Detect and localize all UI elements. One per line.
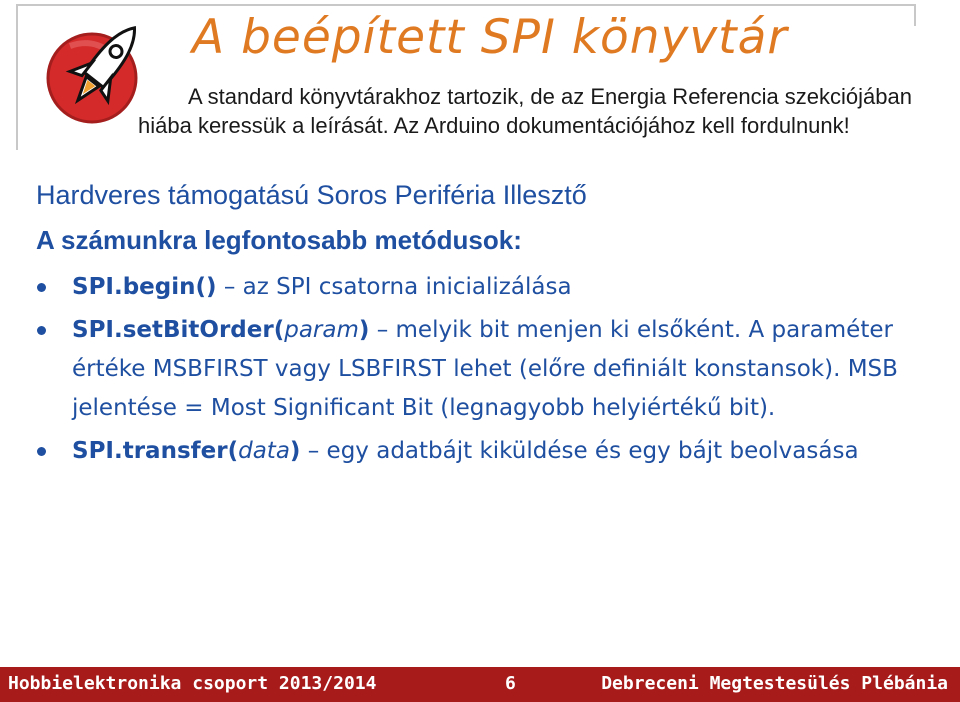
method-description: – egy adatbájt kiküldése és egy bájt beolvasása — [300, 438, 859, 464]
method-description: – az SPI csatorna inicializálása — [216, 274, 572, 300]
header-frame-top — [16, 4, 916, 6]
method-close: ) — [289, 438, 301, 464]
bullet-icon — [37, 326, 46, 335]
bullet-icon — [37, 283, 46, 292]
method-name: SPI.setBitOrder( — [72, 317, 285, 343]
method-param: param — [284, 317, 359, 343]
footer-bar — [0, 667, 960, 702]
subtitle — [138, 82, 938, 140]
methods-heading: A számunkra legfontosabb metódusok: — [36, 225, 522, 255]
method-list — [0, 268, 930, 475]
header-frame-right — [914, 4, 916, 26]
section-heading: Hardveres támogatású Soros Periféria Illesztő — [36, 180, 587, 210]
list-item — [0, 311, 930, 428]
method-description: – melyik bit menjen ki elsőként. A paraméter értéke MSBFIRST vagy LSBFIRST lehet (előre definiált konstansok). MSB jelentése = Most Significant Bit (legnagyobb helyiértékű bit). — [72, 317, 898, 421]
method-param: data — [238, 438, 290, 464]
method-close: ) — [358, 317, 370, 343]
page-title: A beépített SPI könyvtár — [192, 10, 788, 65]
subtitle-line-2: hiába keressük a leírását. Az Arduino dokumentációjához kell fordulnunk! — [138, 113, 850, 138]
method-name: SPI.transfer( — [72, 438, 239, 464]
subtitle-line-1: A standard könyvtárakhoz tartozik, de az Energia Referencia szekciójában — [188, 84, 912, 109]
page-number: 6 — [505, 673, 516, 694]
list-item — [0, 268, 930, 307]
footer-group-name: Hobbielektronika csoport 2013/2014 — [8, 673, 377, 694]
bullet-icon — [37, 447, 46, 456]
list-item — [0, 432, 930, 471]
footer-parish-name: Debreceni Megtestesülés Plébánia — [601, 673, 948, 694]
header-frame-left — [16, 4, 18, 150]
method-name: SPI.begin() — [72, 274, 217, 300]
